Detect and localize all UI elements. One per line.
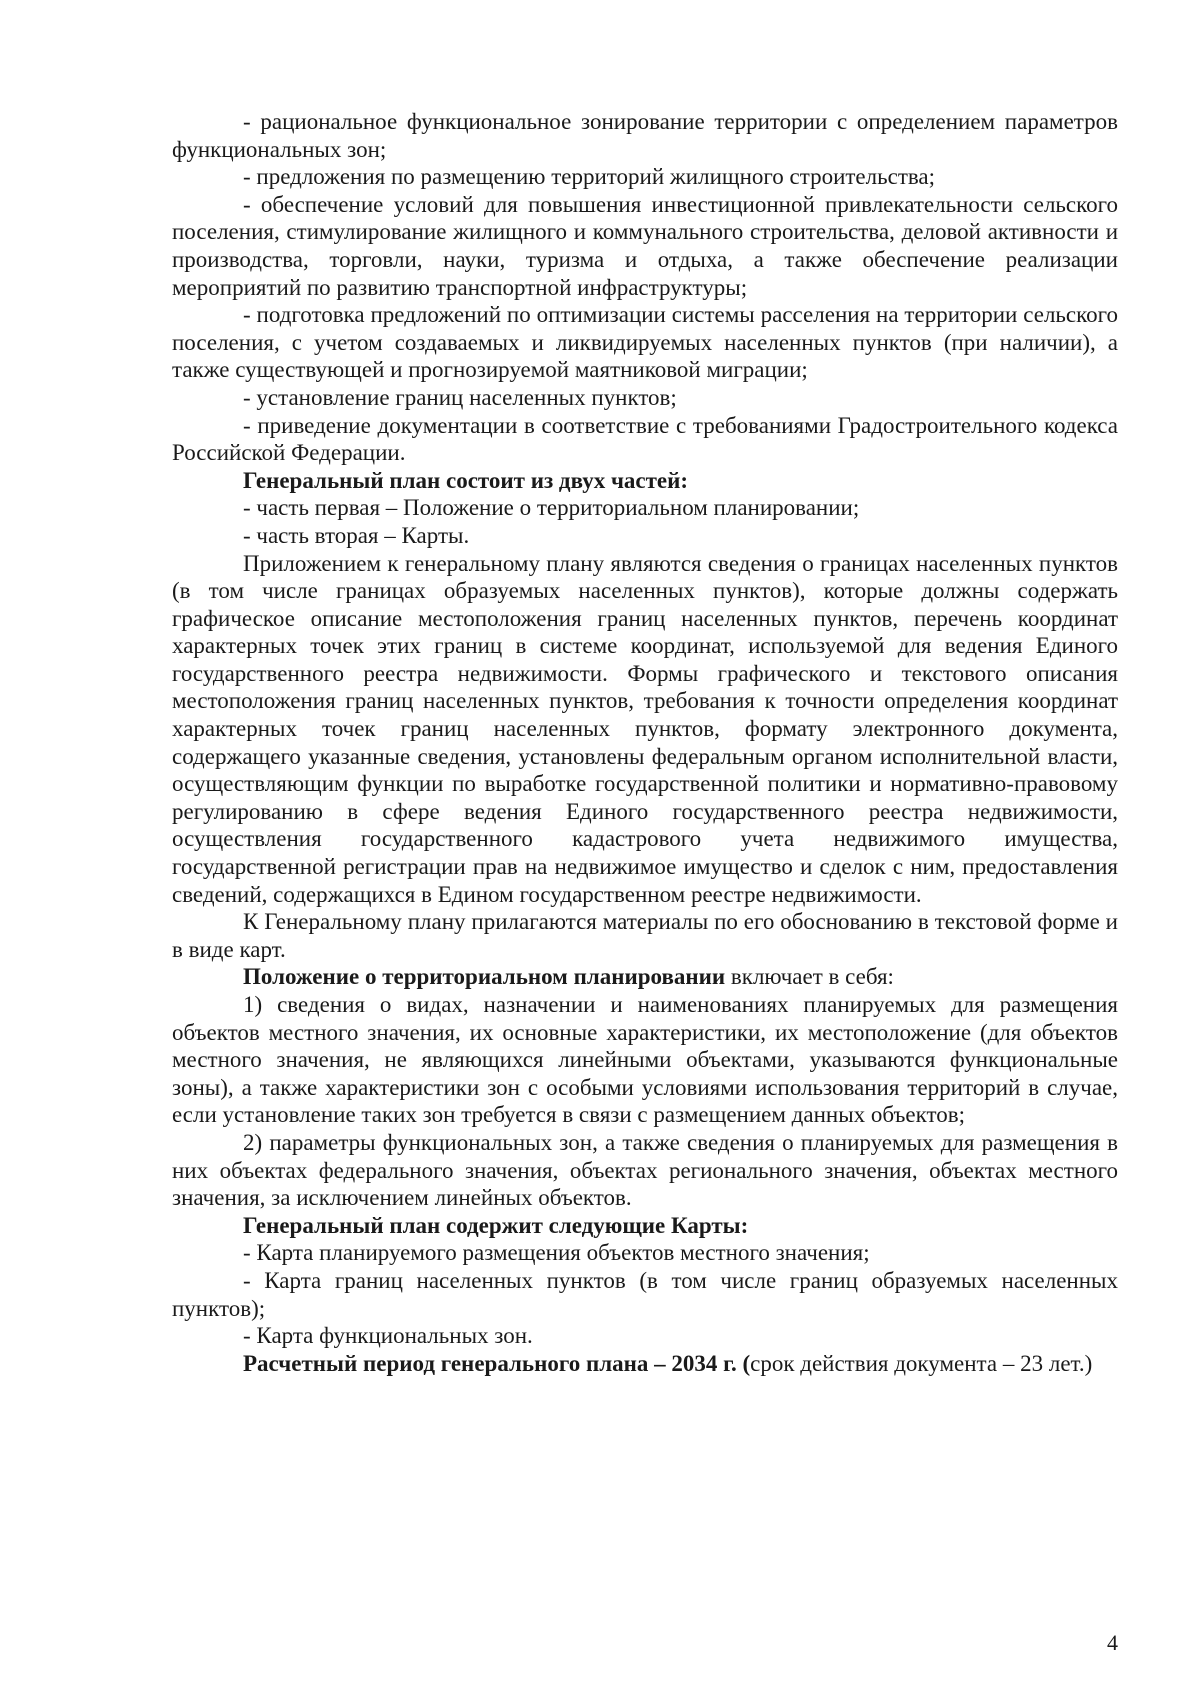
provision-suffix: включает в себя: — [725, 964, 894, 990]
document-page — [172, 108, 1118, 1377]
goal-item-investment: - обеспечение условий для повышения инвестиционной привлекательности сельского поселения, стимулирование жилищного и коммунального строительства, деловой активности и производства, торговли, науки, туризма и отдыха, а также обеспечение реализации мероприятий по развитию транспортной инфраструктуры; — [172, 191, 1118, 300]
goal-item-compliance: - приведение документации в соответствие с требованиями Градостроительного кодекса Российской Федерации. — [172, 412, 1118, 466]
provision-intro — [172, 963, 1118, 991]
map-item-boundaries: - Карта границ населенных пунктов (в том числе границ образуемых населенных пунктов); — [172, 1267, 1118, 1321]
goal-item-boundaries: - установление границ населенных пунктов; — [243, 384, 677, 410]
parts-heading: Генеральный план состоит из двух частей: — [243, 467, 689, 493]
period-bold: Расчетный период генерального плана – 2034 г. ( — [243, 1350, 751, 1376]
map-item-local-objects: - Карта планируемого размещения объектов местного значения; — [243, 1240, 870, 1266]
provision-item-2: 2) параметры функциональных зон, а также сведения о планируемых для размещения в них объектах федерального значения, объектах регионального значения, объектах местного значения, за исключением линейных объектов. — [172, 1129, 1118, 1211]
provision-heading: Положение о территориальном планировании — [243, 964, 726, 990]
period-paragraph — [172, 1350, 1118, 1378]
provision-item-1: 1) сведения о видах, назначении и наименованиях планируемых для размещения объектов местного значения, их основные характеристики, их местоположение (для объектов местного значения, не являющихся линейными объектами, указываются функциональные зоны), а также характеристики зон с особыми условиями использования территорий в случае, если установление таких зон требуется в связи с размещением данных объектов; — [172, 992, 1118, 1128]
maps-heading: Генеральный план содержит следующие Карты: — [243, 1212, 749, 1238]
page-number: 4 — [1107, 1630, 1118, 1655]
part-item-first: - часть первая – Положение о территориальном планировании; — [243, 495, 860, 521]
appendix-paragraph: Приложением к генеральному плану являются сведения о границах населенных пунктов (в том числе границах образуемых населенных пунктов), которые должны содержать графическое описание местоположения границ населенных пунктов, перечень координат характерных точек этих границ в системе координат, используемой для ведения Единого государственного реестра недвижимости. Формы графического и текстового описания местоположения границ населенных пунктов, требования к точности определения координат характерных точек границ населенных пунктов, формату электронного документа, содержащего указанные сведения, установлены федеральным органом исполнительной власти, осуществляющим функции по выработке государственной политики и нормативно-правовому регулированию в сфере ведения Единого государственного реестра недвижимости, осуществления государственного кадастрового учета недвижимого имущества, государственной регистрации прав на недвижимое имущество и сделок с ним, предоставления сведений, содержащихся в Едином государственном реестре недвижимости. — [172, 550, 1118, 907]
materials-paragraph: К Генеральному плану прилагаются материалы по его обоснованию в текстовой форме и в виде карт. — [172, 909, 1118, 962]
goal-item-settlement: - подготовка предложений по оптимизации системы расселения на территории сельского поселения, с учетом создаваемых и ликвидируемых населенных пунктов (при наличии), а также существующей и прогнозируемой маятниковой миграции; — [172, 302, 1118, 383]
part-item-second: - часть вторая – Карты. — [243, 522, 470, 548]
goal-item-housing: - предложения по размещению территорий жилищного строительства; — [243, 164, 936, 190]
goal-item-zoning: - рациональное функциональное зонирование территории с определением параметров функциональных зон; — [172, 109, 1118, 162]
map-item-zones: - Карта функциональных зон. — [243, 1323, 533, 1349]
period-rest: срок действия документа – 23 лет.) — [750, 1350, 1093, 1376]
